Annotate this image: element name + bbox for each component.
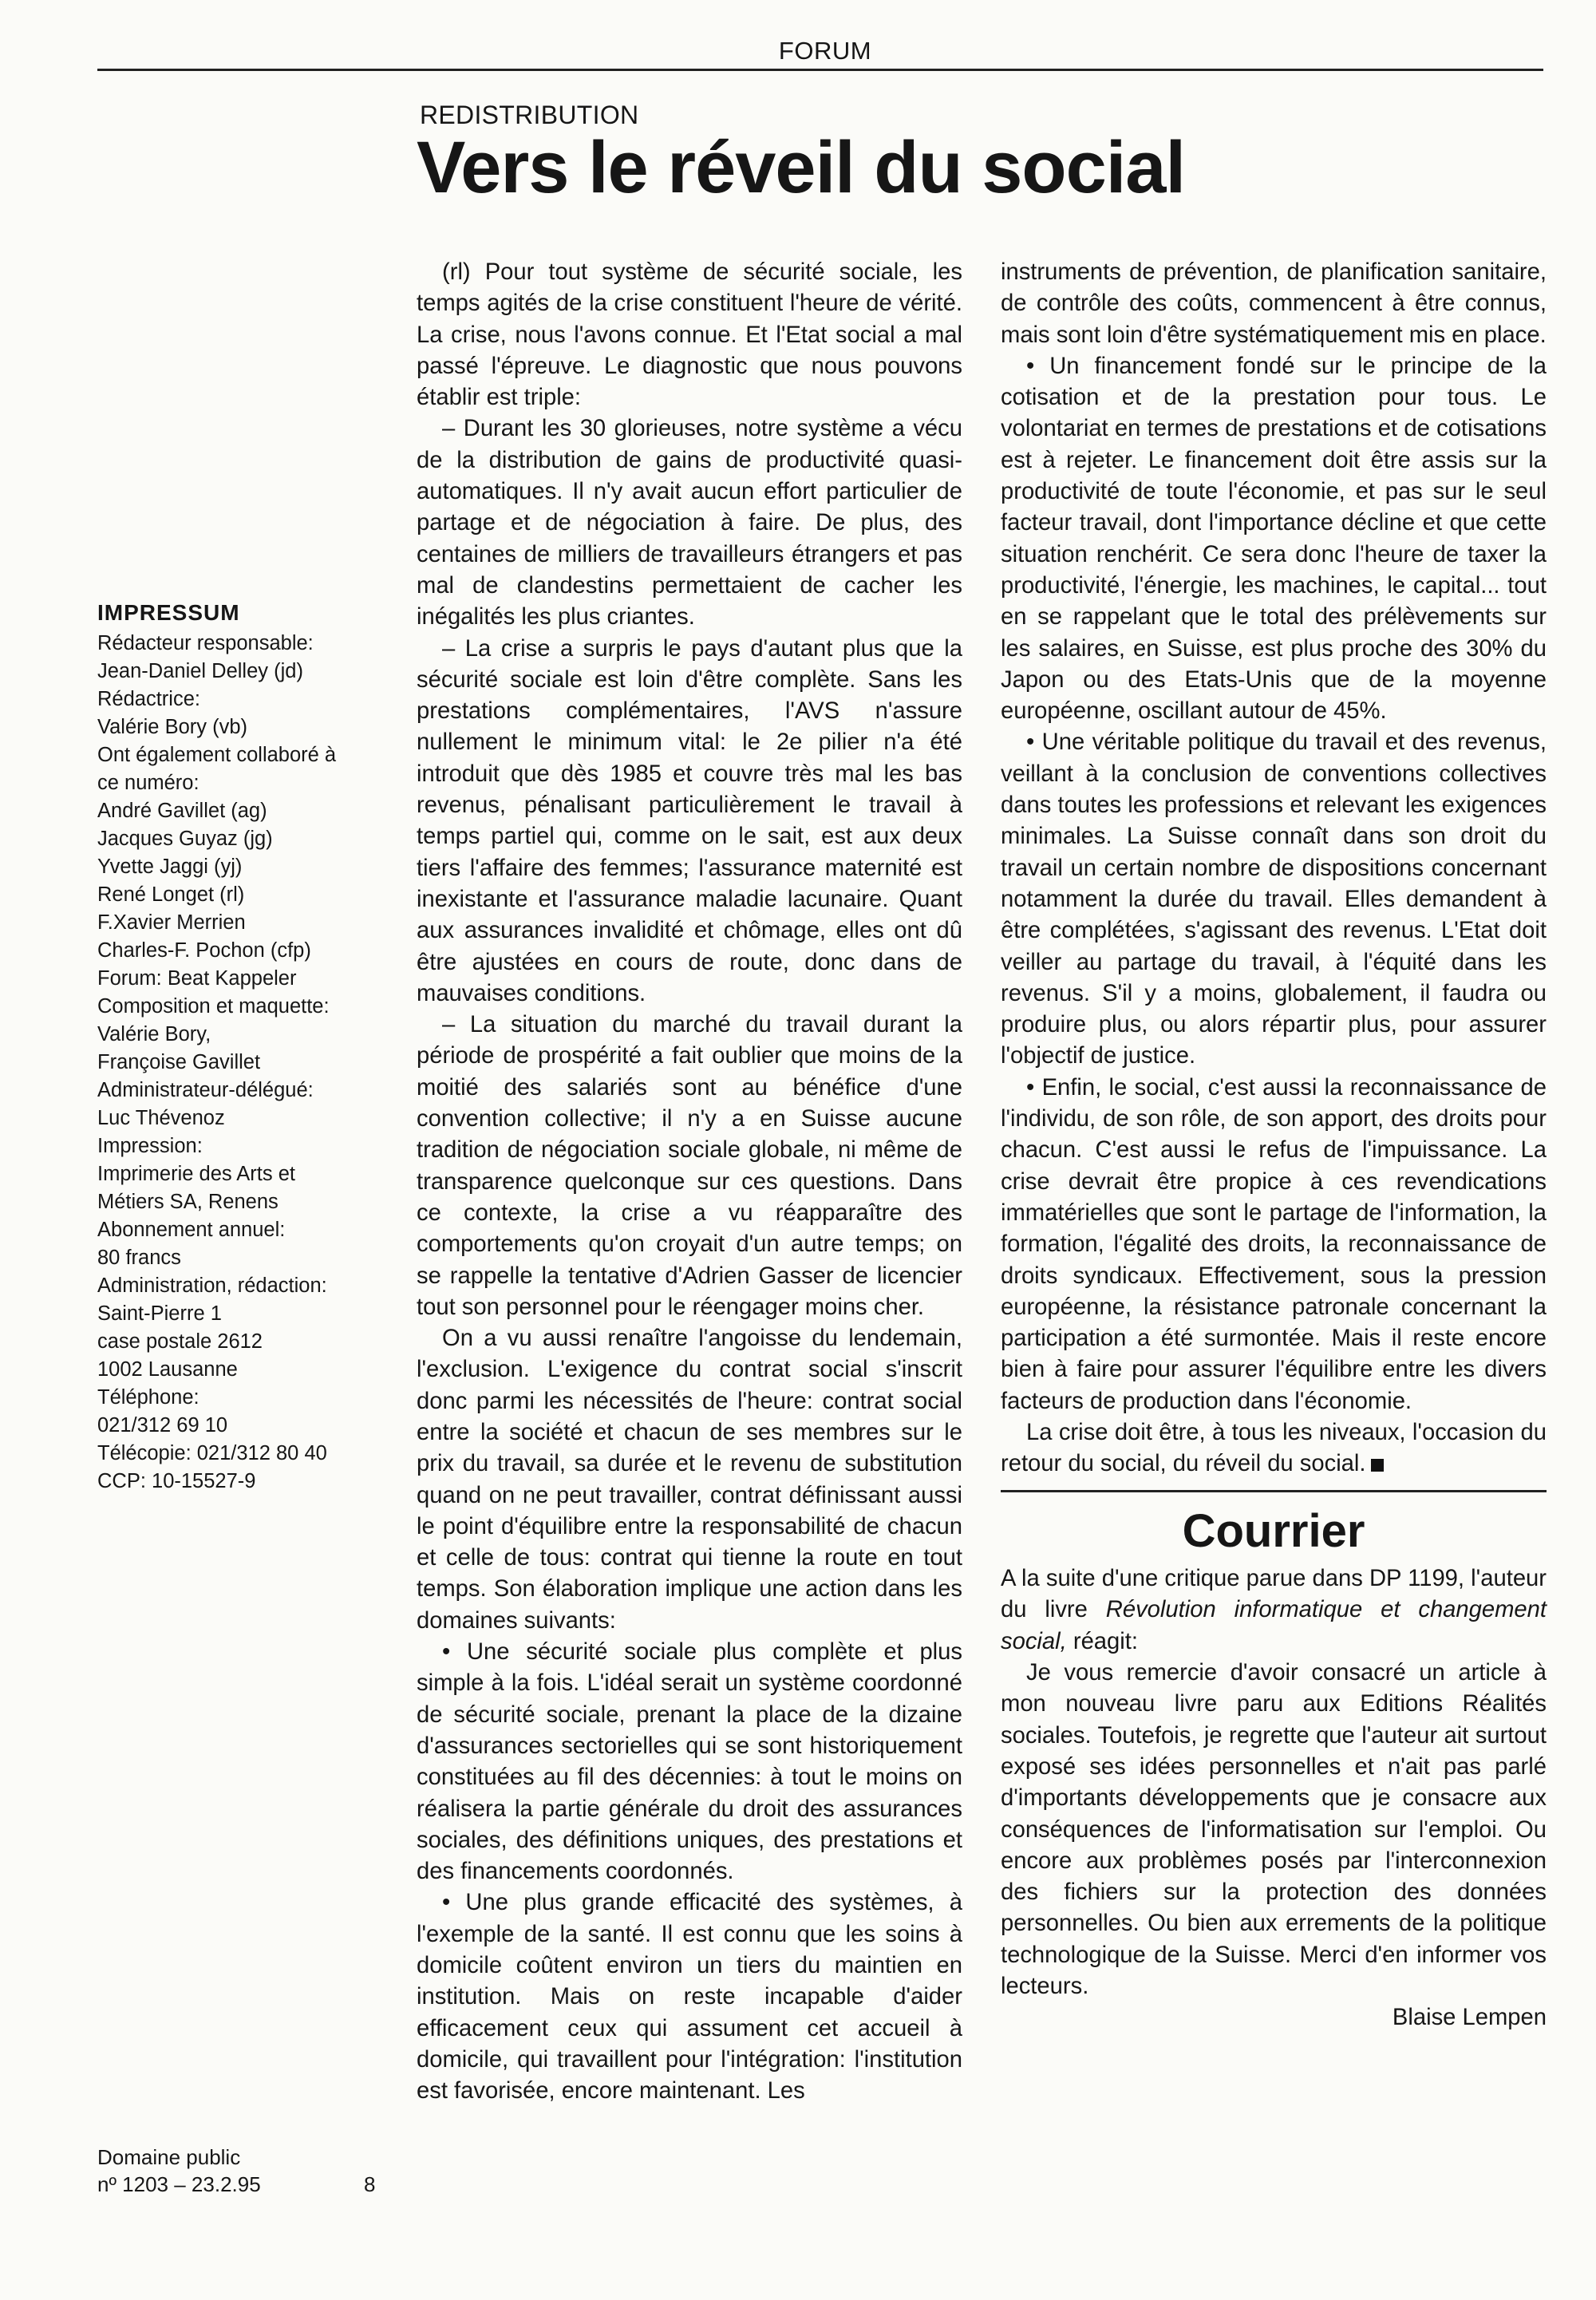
impressum-line: Administrateur-délégué: bbox=[97, 1079, 314, 1101]
courrier-letter: Je vous remercie d'avoir consacré un article à mon nouveau livre paru aux Editions Réalités sociales. Toutefois, je regrette que l'auteur ait surtout exposé ses idées personnelles et n'ait pas parlé d'importants développements que je consacre aux conséquences de l'informatisation sur l'emploi. Ou encore aux problèmes posés par l'interconnexion des fichiers sur la protection des données personnelles. Ou bien aux errements de la politique technologique de la Suisse. Merci d'en informer vos lecteurs. bbox=[1001, 1660, 1547, 2000]
impressum-line: Charles-F. Pochon (cfp) bbox=[97, 939, 311, 962]
article-closing-paragraph bbox=[1001, 1417, 1547, 1480]
impressum-line: ce numéro: bbox=[97, 772, 200, 794]
article-paragraph: instruments de prévention, de planification sanitaire, de contrôle des coûts, commencent à être connus, mais sont loin d'être systématiquement mis en place. bbox=[1001, 259, 1547, 348]
impressum-line: Rédacteur responsable: bbox=[97, 632, 314, 654]
impressum-line: Abonnement annuel: bbox=[97, 1219, 286, 1241]
article-paragraph: – Durant les 30 glorieuses, notre système a vécu de la distribution de gains de productivité quasi-automatiques. Il n'y avait aucun effort particulier de partage et de négociation à faire. De plus, des centaines de milliers de travailleurs étrangers et pas mal de clandestins permettaient de cacher les inégalités les plus criantes. bbox=[417, 416, 962, 630]
courrier-title: Courrier bbox=[1182, 1504, 1365, 1557]
impressum-line: Impression: bbox=[97, 1135, 203, 1157]
article-paragraph: – La situation du marché du travail durant la période de prospérité a fait oublier que moins de la moitié des salariés sont au bénéfice d'une convention collective; il n'y a en Suisse aucune tradition de négociation sociale globale, ni même de transparence quelconque sur ces questions. Dans ce contexte, la crise a vu réapparaître des comportements qu'on croyait d'un autre temps; on se rappelle la tentative d'Adrien Gasser de licencier tout son personnel pour le réengager moins cher. bbox=[417, 1012, 962, 1320]
courrier-intro-before: A la suite d'une critique parue dans DP 1199, l'auteur du livre bbox=[1001, 1566, 1547, 1623]
article-paragraph: • Enfin, le social, c'est aussi la reconnaissance de l'individu, de son rôle, de son apport, des droits pour chacun. C'est aussi le refus de l'impuissance. La crise devrait être propice à ces revendications immatérielles que sont le partage de l'information, la formation, l'égalité des droits, la reconnaissance de droits syndicaux. Effectivement, sous la pression européenne, la résistance patronale concernant la participation a été surmontée. Mais il reste encore bien à faire pour assurer l'équilibre entre les divers facteurs de production dans l'économie. bbox=[1001, 1074, 1547, 1414]
page-number: 8 bbox=[364, 2172, 376, 2196]
article-paragraph: • Une plus grande efficacité des systèmes, à l'exemple de la santé. Il est connu que les soins à domicile coûtent environ un tiers du maintien en institution. Mais on reste incapable d'aider efficacement ceux qui assument cet accueil à domicile, qui travaillent pour l'intégration: l'institution est favorisée, encore maintenant. Les bbox=[417, 1890, 962, 2104]
impressum-line: Rédactrice: bbox=[97, 688, 200, 710]
publication-name: Domaine public bbox=[97, 2145, 241, 2169]
impressum-line: André Gavillet (ag) bbox=[97, 800, 267, 822]
impressum-line: Jacques Guyaz (jg) bbox=[97, 828, 273, 850]
impressum-lines bbox=[97, 630, 385, 1496]
end-of-article-mark bbox=[1371, 1459, 1384, 1472]
impressum-line: Françoise Gavillet bbox=[97, 1051, 261, 1073]
closing-text: La crise doit être, à tous les niveaux, l'occasion du retour du social, du réveil du social. bbox=[1001, 1419, 1547, 1477]
article-paragraph: (rl) Pour tout système de sécurité sociale, les temps agités de la crise constituent l'heure de vérité. La crise, nous l'avons connue. Et l'Etat social a mal passé l'épreuve. Le diagnostic que nous pouvons établir est triple: bbox=[417, 259, 962, 411]
impressum-line: Luc Thévenoz bbox=[97, 1107, 225, 1129]
impressum-line: Imprimerie des Arts et bbox=[97, 1163, 295, 1185]
section-label: FORUM bbox=[774, 37, 876, 65]
impressum-line: 80 francs bbox=[97, 1247, 181, 1269]
article-paragraph: – La crise a surpris le pays d'autant plus que la sécurité sociale est loin d'être complète. Sans les prestations complémentaires, l'AVS n'assure nullement le minimum vital: le 2e pilier n'a été introduit que dès 1985 et couvre très mal les bas revenus, pénalisant particulièrement le travail à temps partiel qui, comme on le sait, est aux deux tiers l'affaire des femmes; l'assurance maternité est inexistante et l'assurance maladie lacunaire. Quant aux assurances invalidité et chômage, elles ont dû être ajustées en cours de route, donc dans de mauvaises conditions. bbox=[417, 635, 962, 1006]
article-column-2 bbox=[1001, 257, 1547, 2034]
courrier-divider bbox=[1001, 1490, 1547, 1492]
courrier-intro-after: réagit: bbox=[1066, 1628, 1138, 1654]
impressum-line: Ont également collaboré à bbox=[97, 744, 337, 766]
impressum bbox=[97, 599, 385, 1496]
issue-number: nº 1203 – 23.2.95 bbox=[97, 2172, 261, 2196]
impressum-line: F.Xavier Merrien bbox=[97, 911, 246, 934]
article-paragraph: • Une sécurité sociale plus complète et plus simple à la fois. L'idéal serait un système coordonné de sécurité sociale, prenant la place de la dizaine d'assurances sectorielles qui se sont historiquement constituées au fil des décennies: à tout le moins on réalisera la partie générale du droit des assurances sociales, des définitions uniques, des prestations et des financements coordonnés. bbox=[417, 1639, 962, 1885]
impressum-line: case postale 2612 bbox=[97, 1330, 263, 1353]
impressum-line: Jean-Daniel Delley (jd) bbox=[97, 660, 303, 682]
article-column-1 bbox=[417, 257, 962, 2108]
page-footer bbox=[97, 2144, 261, 2198]
impressum-line: Saint-Pierre 1 bbox=[97, 1302, 222, 1325]
courrier-signature: Blaise Lempen bbox=[1392, 2005, 1547, 2031]
impressum-line: Forum: Beat Kappeler bbox=[97, 967, 297, 990]
impressum-line: Télécopie: 021/312 80 40 bbox=[97, 1442, 327, 1464]
article-paragraph: • Une véritable politique du travail et des revenus, veillant à la conclusion de conventions collectives dans toutes les professions et relevant les exigences minimales. La Suisse connaît dans son droit du travail un certain nombre de dispositions concernant notamment la durée du travail. Elles demandent à être complétées, s'agissant des revenus. L'Etat doit veiller au partage du travail, à l'équité dans les revenus. S'il y a moins, globalement, il faudra ou produire plus, ou alors répartir plus, pour assurer l'objectif de justice. bbox=[1001, 729, 1547, 1069]
impressum-line: Métiers SA, Renens bbox=[97, 1191, 279, 1213]
impressum-line: Administration, rédaction: bbox=[97, 1274, 327, 1297]
article-paragraph: On a vu aussi renaître l'angoisse du lendemain, l'exclusion. L'exigence du contrat social s'inscrit donc parmi les nécessités de l'heure: contrat social entre la société et chacun de ses membres sur le prix du travail, sa durée et le revenu de substitution quand on ne peut travailler, contrat définissant aussi le point d'équilibre entre la responsabilité de chacun et celle de tous: contrat qui tienne la route en tout temps. Son élaboration implique une action dans les domaines suivants: bbox=[417, 1326, 962, 1634]
impressum-line: Composition et maquette: bbox=[97, 995, 330, 1018]
article-headline: Vers le réveil du social bbox=[417, 127, 1186, 208]
header-rule bbox=[97, 69, 1543, 71]
impressum-line: René Longet (rl) bbox=[97, 883, 245, 906]
impressum-line: Yvette Jaggi (yj) bbox=[97, 856, 243, 878]
impressum-line: 021/312 69 10 bbox=[97, 1414, 228, 1437]
impressum-title: IMPRESSUM bbox=[97, 600, 240, 625]
article-kicker: REDISTRIBUTION bbox=[420, 101, 639, 129]
impressum-line: 1002 Lausanne bbox=[97, 1358, 238, 1381]
impressum-line: Valérie Bory (vb) bbox=[97, 716, 248, 738]
impressum-line: Valérie Bory, bbox=[97, 1023, 211, 1045]
impressum-line: Téléphone: bbox=[97, 1386, 200, 1409]
courrier-book-title: Révolution informatique et changement social, bbox=[1001, 1597, 1547, 1654]
impressum-line: CCP: 10-15527-9 bbox=[97, 1470, 256, 1492]
courrier-intro bbox=[1001, 1563, 1547, 1658]
article-paragraph: • Un financement fondé sur le principe de la cotisation et de la prestation pour tous. Le volontariat en termes de prestations et de cotisations est à rejeter. Le financement doit être assis sur la productivité de toute l'économie, et pas sur le seul facteur travail, dont l'importance décline et que cette situation renchérit. Ce sera donc l'heure de taxer la productivité, l'énergie, les machines, le capital... tout en se rappelant que le total des prélèvements sur les salaires, en Suisse, est plus proche des 30% du Japon ou des Etats-Unis que de la moyenne européenne, oscillant autour de 45%. bbox=[1001, 353, 1547, 725]
